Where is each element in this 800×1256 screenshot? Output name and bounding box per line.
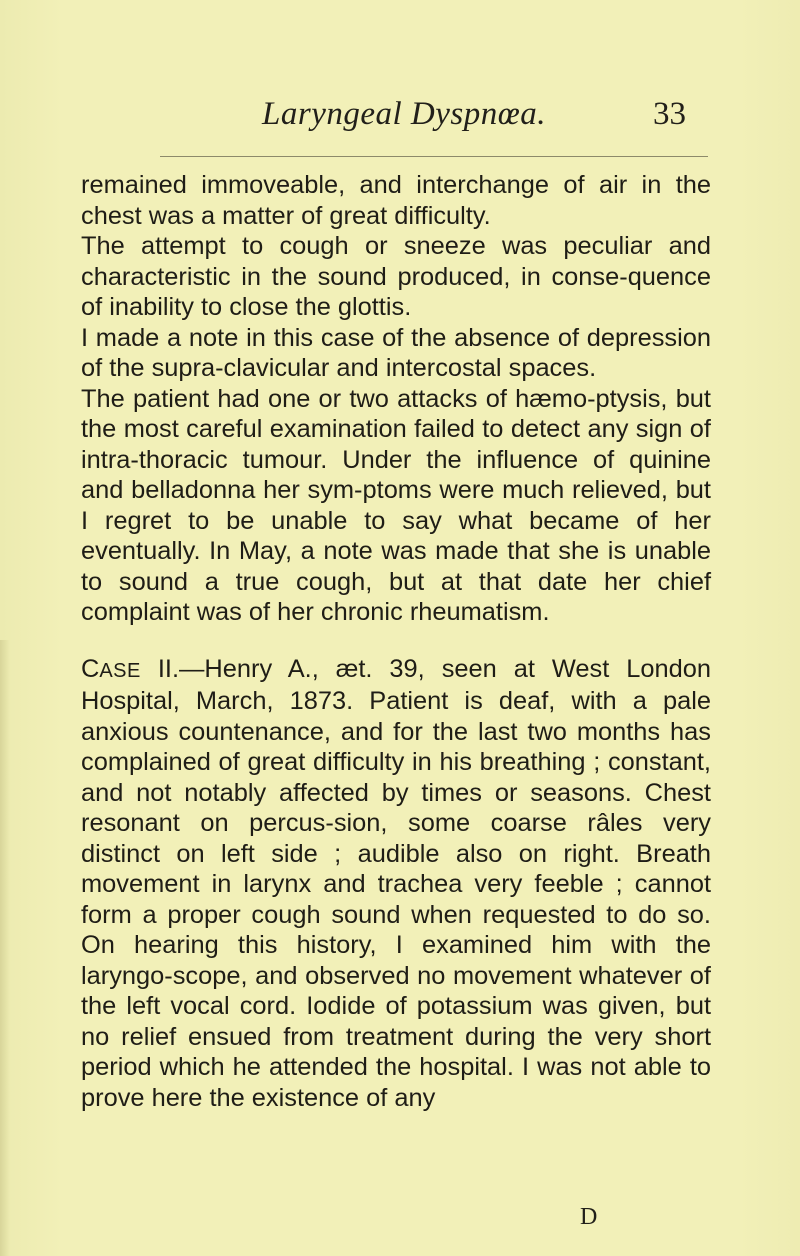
body-text: [81, 170, 711, 1113]
page-edge-shadow: [0, 640, 10, 1256]
paragraph-haemoptysis: The patient had one or two attacks of hæmo-ptysis, but the most careful examination failed to detect any sign of intra-thoracic tumour. Under the influence of quinine and belladonna her sym-ptoms were much relieved, but I regret to be unable to say what became of her eventually. In May, a note was made that she is unable to sound a true cough, but at that date her chief complaint was of her chronic rheumatism.: [81, 384, 711, 626]
header-rule: [160, 156, 708, 157]
paragraph-cough: The attempt to cough or sneeze was peculiar and characteristic in the sound produced, in conse-quence of inability to close the glottis.: [81, 232, 711, 321]
running-head: [0, 96, 800, 136]
case-two-text: II.—Henry A., æt. 39, seen at West London Hospital, March, 1873. Patient is deaf, with a pale anxious countenance, and for the last two months has complained of great difficulty in his breathing ; constant, and not notably affected by times or seasons. Chest resonant on percus-sion, some coarse râles very distinct on left side ; audible also on right. Breath movement in larynx and trachea very feeble ; cannot form a proper cough sound when requested to do so. On hearing this history, I examined him with the laryngo-scope, and observed no movement whatever of the left vocal cord. Iodide of potassium was given, but no relief ensued from treatment during the very short period which he attended the hospital. I was not able to prove here the existence of any: [81, 654, 711, 1112]
page-number: 33: [653, 96, 686, 132]
case-lead-initial: C: [81, 654, 100, 683]
signature-mark: D: [580, 1204, 598, 1230]
case-lead-small-caps: ASE: [99, 659, 141, 682]
paragraph-depression-note: I made a note in this case of the absence of depression of the supra-clavicular and intercostal spaces.: [81, 323, 711, 382]
paragraph-case-two: [81, 654, 711, 1114]
running-title: Laryngeal Dyspnœa.: [262, 96, 546, 132]
paragraph-continuation: remained immoveable, and interchange of air in the chest was a matter of great difficulty.: [81, 171, 711, 230]
